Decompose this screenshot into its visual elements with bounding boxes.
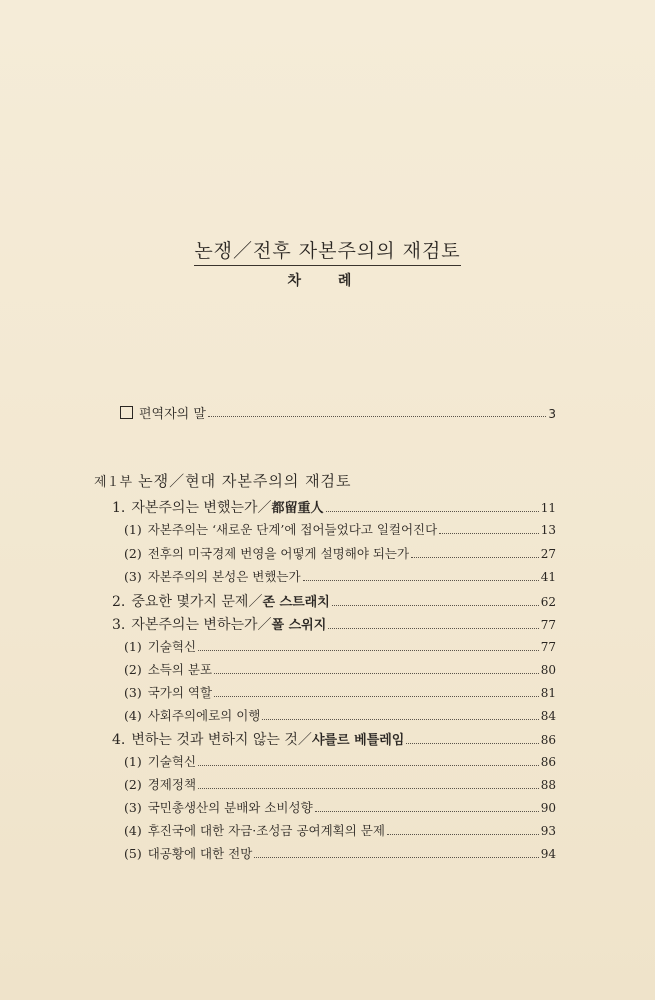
page-number: 77 [540,618,556,632]
toc-section [124,637,556,655]
toc-section [124,544,556,562]
page-number: 62 [540,595,556,609]
toc-heading: 차 례 [287,273,368,289]
section-number: (1) [124,522,142,537]
section-number: (3) [124,569,142,584]
dot-leader [326,511,539,512]
toc-section [124,706,556,724]
section-text [124,798,313,816]
section-text [124,637,196,655]
section-number: (1) [124,639,142,654]
section-text [124,844,252,862]
section-title: 전후의 미국경제 번영을 어떻게 설명해야 되는가 [147,546,410,561]
dot-leader [198,765,539,766]
part-number: 제１부 [94,475,133,490]
section-number: (2) [124,662,142,677]
part-heading [94,470,352,491]
chapter-text [112,591,330,611]
section-title: 국가의 역할 [147,685,213,700]
toc-section [124,844,556,862]
page-number: 93 [540,824,556,838]
section-title: 대공황에 대한 전망 [147,846,253,861]
dot-leader [254,857,538,858]
dot-leader [406,743,538,744]
book-title [0,236,655,263]
section-text [124,821,385,839]
section-title: 자본주의는 ‘새로운 단계’에 접어들었다고 일컬어진다 [147,522,438,537]
section-title: 기술혁신 [147,639,197,654]
chapter-number: 3. [112,617,126,633]
section-number: (2) [124,777,142,792]
toc-section [124,775,556,793]
toc-section [124,683,556,701]
section-text [124,544,409,562]
page-number: 11 [540,501,556,515]
chapter-title: 변하는 것과 변하지 않는 것／ [131,732,312,748]
page-number: 27 [540,547,556,561]
section-title: 기술혁신 [147,754,197,769]
section-number: (5) [124,846,142,861]
checkbox-square-icon [120,406,133,419]
chapter-author: 존 스트래치 [262,595,330,610]
chapter-title: 중요한 몇가지 문제／ [131,594,263,610]
page-number: 86 [540,733,556,747]
chapter-author: 都留重人 [271,501,324,516]
dot-leader [328,628,538,629]
section-number: (3) [124,800,142,815]
toc-section [124,520,556,538]
section-text [124,775,196,793]
dot-leader [214,673,539,674]
dot-leader [387,834,539,835]
section-title: 국민총생산의 분배와 소비성향 [147,800,313,815]
toc-chapter [112,729,556,749]
page-number: 13 [540,523,556,537]
preface-label-group [120,403,206,422]
section-number: (3) [124,685,142,700]
toc-section [124,567,556,585]
section-title: 후진국에 대한 자금·조성금 공여계획의 문제 [147,823,385,838]
dot-leader [439,533,539,534]
page-number: 84 [540,709,556,723]
chapter-text [112,497,324,517]
chapter-author: 샤를르 베틀레임 [311,733,405,748]
section-text [124,520,437,538]
dot-leader [262,719,538,720]
part-title: 논쟁／현대 자본주의의 재검토 [138,472,352,490]
chapter-number: 1. [112,500,126,516]
dot-leader [198,650,539,651]
page-number: 86 [540,755,556,769]
dot-leader [315,811,539,812]
chapter-title: 자본주의는 변했는가／ [131,500,272,516]
chapter-text [112,614,326,634]
page-number: 81 [540,686,556,700]
chapter-title: 자본주의는 변하는가／ [131,617,272,633]
toc-section [124,821,556,839]
dot-leader [198,788,539,789]
page-number: 77 [540,640,556,654]
section-text [124,660,212,678]
chapter-number: 2. [112,594,126,610]
toc-section [124,752,556,770]
section-text [124,683,212,701]
toc-chapter [112,497,556,517]
section-title: 자본주의의 본성은 변했는가 [147,569,301,584]
toc-section [124,798,556,816]
section-title: 사회주의에로의 이행 [147,708,261,723]
page-number: 3 [548,407,556,421]
section-text [124,706,260,724]
section-text [124,567,301,585]
toc-entry-preface [120,403,556,422]
preface-label: 편역자의 말 [139,407,206,422]
chapter-author: 폴 스위지 [271,618,327,633]
section-number: (1) [124,754,142,769]
dot-leader [411,557,539,558]
toc-section [124,660,556,678]
section-number: (4) [124,823,142,838]
dot-leader [208,416,546,417]
chapter-text [112,729,404,749]
toc-chapter [112,614,556,634]
page-number: 90 [540,801,556,815]
toc-chapter [112,591,556,611]
page-number: 41 [540,570,556,584]
page-number: 80 [540,663,556,677]
chapter-number: 4. [112,732,126,748]
dot-leader [303,580,539,581]
page-number: 88 [540,778,556,792]
dot-leader [332,605,539,606]
dot-leader [214,696,539,697]
page-number: 94 [540,847,556,861]
section-number: (4) [124,708,142,723]
section-title: 소득의 분포 [147,662,213,677]
book-title-text: 논쟁／전후 자본주의의 재검토 [194,240,460,266]
section-number: (2) [124,546,142,561]
section-text [124,752,196,770]
section-title: 경제정책 [147,777,197,792]
